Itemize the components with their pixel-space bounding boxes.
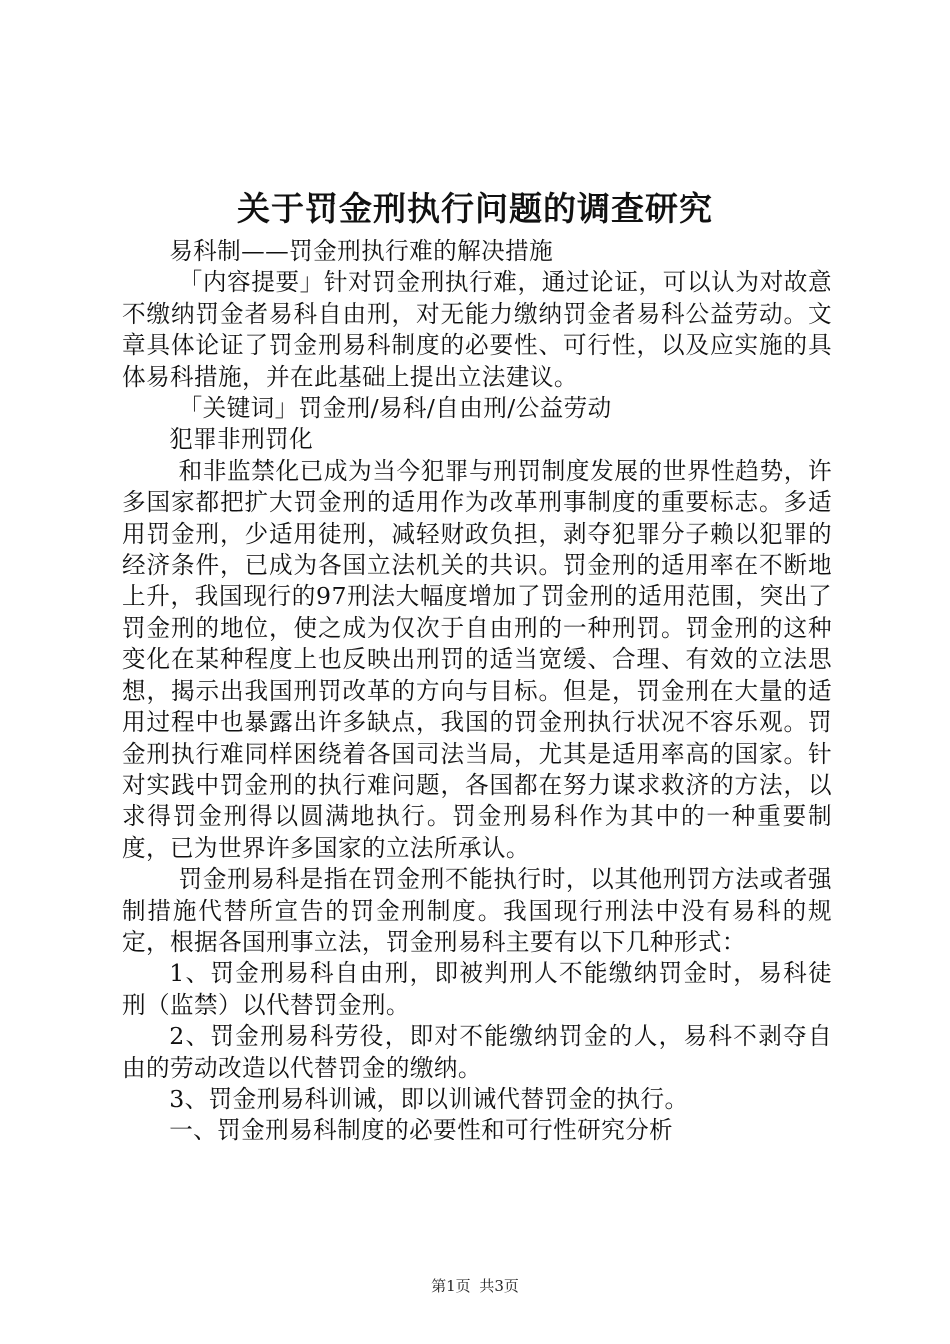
page-footer	[0, 1276, 950, 1296]
list-item-paragraph: 1、罚金刑易科自由刑，即被判刑人不能缴纳罚金时，易科徒刑（监禁）以代替罚金刑。	[122, 959, 832, 1019]
subtitle-paragraph: 易科制——罚金刑执行难的解决措施	[169, 237, 554, 265]
list-item-paragraph: 3、罚金刑易科训诫，即以训诫代替罚金的执行。	[169, 1084, 689, 1113]
body-paragraph: 和非监禁化已成为当今犯罪与刑罚制度发展的世界性趋势，许多国家都把扩大罚金刑的适用作为改革刑事制度的重要标志。多适用罚金刑，少适用徒刑，减轻财政负担，剥夺犯罪分子赖以犯罪的经济条件，已成为各国立法机关的共识。罚金刑的适用率在不断地上升，我国现行的97刑法大幅度增加了罚金刑的适用范围，突出了罚金刑的地位，使之成为仅次于自由刑的一种刑罚。罚金刑的这种变化在某种程度上也反映出刑罚的适当宽缓、合理、有效的立法思想，揭示出我国刑罚改革的方向与目标。但是，罚金刑在大量的适用过程中也暴露出许多缺点，我国的罚金刑执行状况不容乐观。罚金刑执行难同样困绕着各国司法当局，尤其是适用率高的国家。针对实践中罚金刑的执行难问题，各国都在努力谋求救济的方法，以求得罚金刑得以圆满地执行。罚金刑易科作为其中的一种重要制度，已为世界许多国家的立法所承认。	[122, 456, 832, 862]
page-number: 第1页	[431, 1277, 471, 1295]
body-paragraph: 罚金刑易科是指在罚金刑不能执行时，以其他刑罚方法或者强制措施代替所宣告的罚金刑制度。我国现行刑法中没有易科的规定，根据各国刑事立法，罚金刑易科主要有以下几种形式：	[122, 865, 832, 956]
section-heading-paragraph: 一、罚金刑易科制度的必要性和可行性研究分析	[169, 1116, 674, 1145]
list-item-paragraph: 2、罚金刑易科劳役，即对不能缴纳罚金的人，易科不剥夺自由的劳动改造以代替罚金的缴纳。	[122, 1022, 832, 1082]
abstract-paragraph: 「内容提要」针对罚金刑执行难，通过论证，可以认为对故意不缴纳罚金者易科自由刑，对无能力缴纳罚金者易科公益劳动。文章具体论证了罚金刑易科制度的必要性、可行性，以及应实施的具体易科措施，并在此基础上提出立法建议。	[122, 268, 832, 391]
document-title: 关于罚金刑执行问题的调查研究	[237, 189, 713, 228]
keywords-paragraph: 「关键词」罚金刑/易科/自由刑/公益劳动	[178, 394, 612, 423]
document-body	[122, 236, 832, 1147]
page-total: 共3页	[479, 1277, 519, 1295]
section-heading-paragraph: 犯罪非刑罚化	[169, 425, 314, 454]
